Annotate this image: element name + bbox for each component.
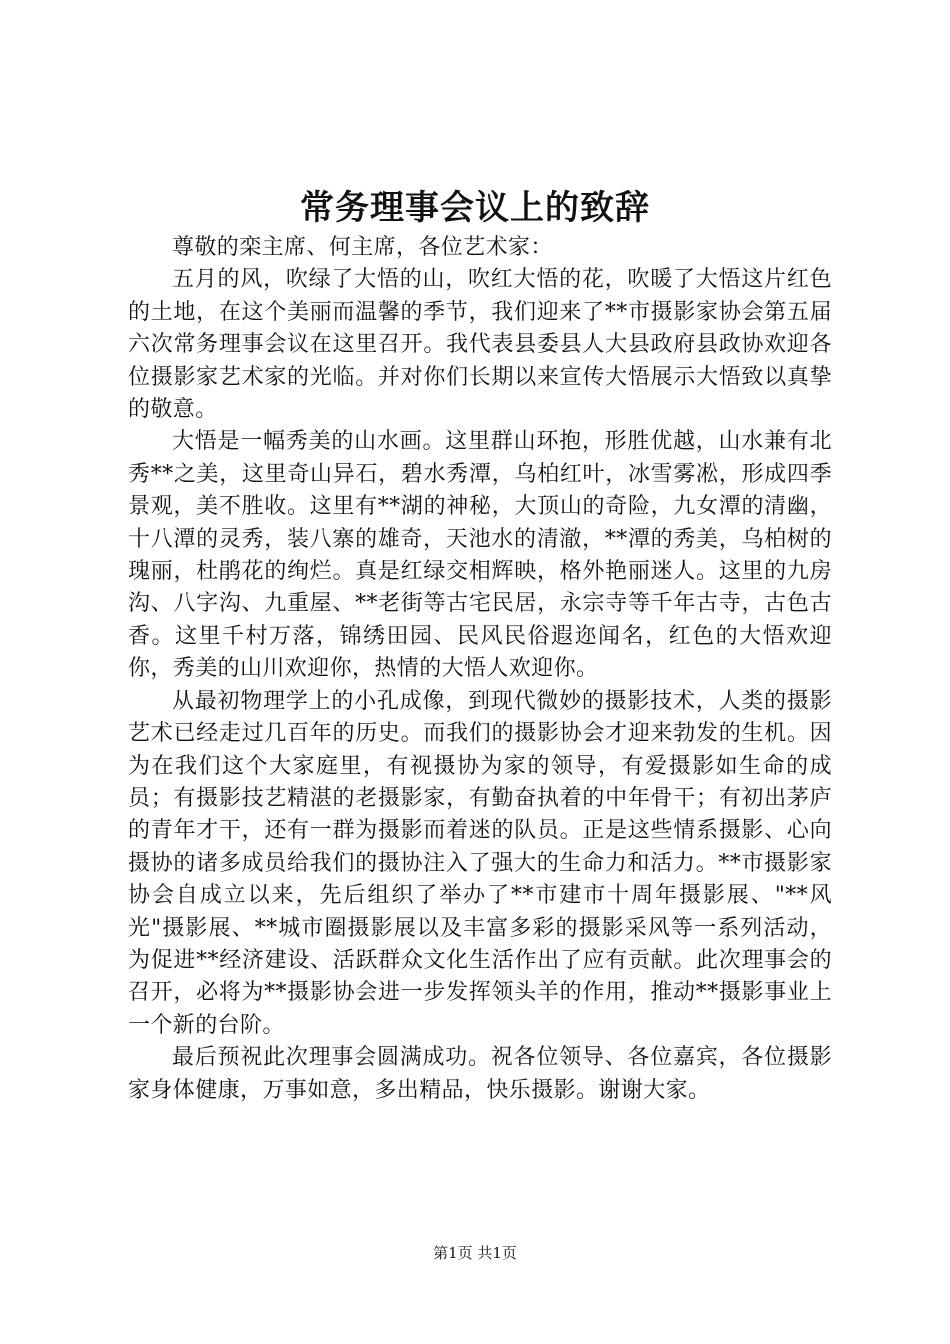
salutation-paragraph: 尊敬的栾主席、何主席，各位艺术家：	[172, 235, 553, 260]
scenery-paragraph: 大悟是一幅秀美的山水画。这里群山环抱，形胜优越，山水兼有北秀**之美，这里奇山异石，碧水秀潭，乌柏红叶，冰雪雾凇，形成四季景观，美不胜收。这里有**湖的神秘，大顶山的奇险，九女潭的清幽，十八潭的灵秀，装八寨的雄奇，天池水的清澈，**潭的秀美，乌柏树的瑰丽，杜鹃花的绚烂。真是红绿交相辉映，格外艳丽迷人。这里的九房沟、八字沟、九重屋、**老街等古宅民居，永宗寺等千年古寺，古色古香。这里千村万落，锦绣田园、民风民俗遐迩闻名，红色的大悟欢迎你，秀美的山川欢迎你，热情的大悟人欢迎你。	[128, 429, 832, 682]
document-body	[128, 232, 832, 1107]
page-number-footer: 第1页 共1页	[433, 1244, 517, 1262]
document-title: 常务理事会议上的致辞	[300, 188, 650, 228]
welcome-paragraph: 五月的风，吹绿了大悟的山，吹红大悟的花，吹暖了大悟这片红色的土地，在这个美丽而温馨的季节，我们迎来了**市摄影家协会第五届六次常务理事会议在这里召开。我代表县委县人大县政府县政协欢迎各位摄影家艺术家的光临。并对你们长期以来宣传大悟展示大悟致以真挚的敬意。	[128, 267, 832, 423]
closing-paragraph: 最后预祝此次理事会圆满成功。祝各位领导、各位嘉宾，各位摄影家身体健康，万事如意，多出精品，快乐摄影。谢谢大家。	[128, 1045, 832, 1103]
association-paragraph: 从最初物理学上的小孔成像，到现代微妙的摄影技术，人类的摄影艺术已经走过几百年的历史。而我们的摄影协会才迎来勃发的生机。因为在我们这个大家庭里，有视摄协为家的领导，有爱摄影如生命的成员；有摄影技艺精湛的老摄影家，有勤奋执着的中年骨干；有初出茅庐的青年才干，还有一群为摄影而着迷的队员。正是这些情系摄影、心向摄协的诸多成员给我们的摄协注入了强大的生命力和活力。**市摄影家协会自成立以来，先后组织了举办了**市建市十周年摄影展、"**风光"摄影展、**城市圈摄影展以及丰富多彩的摄影采风等一系列活动，为促进**经济建设、活跃群众文化生活作出了应有贡献。此次理事会的召开，必将为**摄影协会进一步发挥领头羊的作用，推动**摄影事业上一个新的台阶。	[128, 688, 832, 1038]
